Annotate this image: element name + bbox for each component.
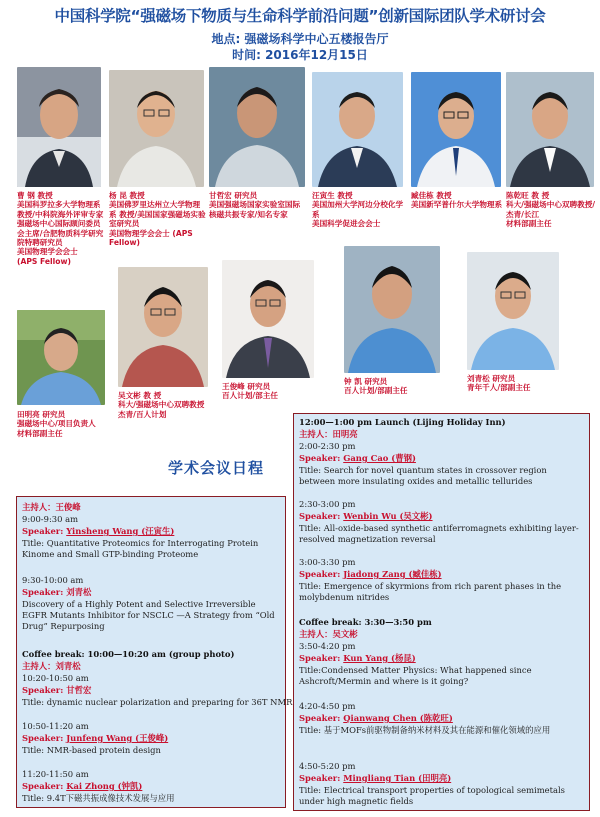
- talk-speaker: Speaker: 甘哲宏: [22, 685, 92, 695]
- talk-speaker: Speaker: Wenbin Wu (吴文彬): [299, 511, 433, 521]
- talk-time: 2:30-3:00 pm: [299, 499, 356, 509]
- talk-title: Title: Emergence of skyrmions from rich parent phases in the molybdenum nitrides: [299, 581, 562, 602]
- person-caption: 甘哲宏 研究员 美国强磁场国家实验室国际核磁共振专家/知名专家: [209, 191, 301, 219]
- person-caption: 吴文彬 教 授 科大/强磁场中心双聘教授 杰青/百人计划: [118, 391, 205, 419]
- session-chair: 主持人：田明亮: [299, 429, 358, 439]
- portrait-photo: [312, 72, 403, 187]
- talk-speaker: Speaker: Yinsheng Wang (汪寅生): [22, 526, 175, 536]
- person-caption: 王俊峰 研究员 百人计划/部主任: [222, 382, 278, 401]
- talk-title: Title: Search for novel quantum states in crossover region between more insulating oxides and metallic tellurides: [299, 465, 547, 486]
- portrait-photo: [109, 70, 204, 187]
- talk-time: 4:20-4:50 pm: [299, 701, 356, 711]
- morning-schedule-box: [16, 496, 293, 808]
- talk-speaker: Speaker: Kun Yang (杨昆): [299, 653, 416, 663]
- session-chair: 主持人：刘青松: [22, 661, 81, 671]
- time-line: 时间: 2016年12月15日: [232, 48, 368, 62]
- afternoon-schedule-box: [293, 413, 590, 811]
- talk-time: 3:00-3:30 pm: [299, 557, 356, 567]
- talk-speaker: Speaker: 刘青松: [22, 587, 92, 597]
- talk-time: 9:30-10:00 am: [22, 575, 84, 585]
- session-chair: 主持人：吴文彬: [299, 629, 358, 639]
- person-caption: 钟 凯 研究员 百人计划/部副主任: [344, 377, 408, 396]
- coffee-break: Coffee break: 3:30—3:50 pm: [299, 617, 432, 627]
- talk-time: 3:50-4:20 pm: [299, 641, 356, 651]
- talk-time: 10:20-10:50 am: [22, 673, 89, 683]
- talk-speaker: Speaker: Gang Cao (曹钢): [299, 453, 416, 463]
- talk-title: Title: All-oxide-based synthetic antiferromagnets exhibiting layer-resolved magnetization reversal: [299, 523, 579, 544]
- person-caption: 陈乾旺 教 授 科大/强磁场中心双聘教授/杰青/长江 材料部副主任: [506, 191, 596, 229]
- talk-title: Title: NMR-based protein design: [22, 745, 161, 755]
- schedule-title: 学术会议日程: [168, 459, 265, 477]
- lunch-break: 12:00—1:00 pm Launch (Lijing Holiday Inn): [299, 417, 506, 427]
- talk-speaker: Speaker: Qianwang Chen (陈乾旺): [299, 713, 453, 723]
- talk-time: 2:00-2:30 pm: [299, 441, 356, 451]
- talk-speaker: Speaker: Kai Zhong (钟凯): [22, 781, 143, 791]
- session-chair: 主持人：王俊峰: [22, 502, 81, 512]
- portrait-photo: [344, 246, 440, 373]
- portrait-photo: [411, 72, 501, 187]
- portrait-photo: [17, 310, 105, 405]
- person-caption: 田明亮 研究员 强磁场中心/项目负责人 材料部副主任: [17, 410, 96, 438]
- portrait-photo: [118, 267, 208, 387]
- person-caption: 曹 钢 教授 美国科罗拉多大学物理系 教授/中科院海外评审专家 强磁场中心国际顾问委员会主席/合肥物质科学研究院特聘研究员 美国物理学会会士 (APS Fellow): [17, 191, 104, 266]
- talk-title: Title: 9.4T下磁共振成像技术发展与应用: [22, 793, 175, 803]
- portrait-photo: [222, 260, 314, 378]
- portrait-photo: [209, 67, 305, 187]
- talk-title: Title: dynamic nuclear polarization and preparing for 36T NMR: [22, 697, 293, 707]
- talk-title: Title: Electrical transport properties of topological semimetals under high magnetic fields: [299, 785, 565, 806]
- portrait-photo: [467, 252, 559, 370]
- person-caption: 刘青松 研究员 青年千人/部副主任: [467, 374, 531, 393]
- talk-time: 11:20-11:50 am: [22, 769, 89, 779]
- portrait-photo: [17, 67, 101, 187]
- talk-title: Title: 基于MOFs前驱物制备纳米材料及其在能源和催化领域的应用: [299, 725, 551, 735]
- talk-time: 4:50-5:20 pm: [299, 761, 356, 771]
- poster-title: 中国科学院“强磁场下物质与生命科学前沿问题”创新国际团队学术研讨会: [54, 7, 546, 25]
- coffee-break: Coffee break: 10:00—10:20 am (group photo): [22, 649, 235, 659]
- portrait-photo: [506, 72, 594, 187]
- talk-speaker: Speaker: Jiadong Zang (臧佳栋): [299, 569, 442, 579]
- person-caption: 臧佳栋 教授 美国新罕普什尔大学物理系: [411, 191, 503, 210]
- talk-speaker: Speaker: Mingliang Tian (田明亮): [299, 773, 452, 783]
- talk-title: Discovery of a Highly Potent and Selective Irreversible EGFR Mutants Inhibitor for NSCLC —A Strategy from “Old Drug” Repurposing: [22, 599, 275, 631]
- talk-time: 9:00-9:30 am: [22, 514, 79, 524]
- talk-title: Title:Condensed Matter Physics: What happened since Ashcroft/Mermin and where is it going?: [299, 665, 532, 686]
- person-caption: 汪寅生 教授 美国加州大学河边分校化学系 美国科学促进会会士: [312, 191, 404, 229]
- talk-time: 10:50-11:20 am: [22, 721, 89, 731]
- venue-line: 地点: 强磁场科学中心五楼报告厅: [211, 32, 389, 46]
- talk-speaker: Speaker: Junfeng Wang (王俊峰): [22, 733, 169, 743]
- person-caption: 杨 昆 教授 美国佛罗里达州立大学物理系 教授/美国国家强磁场实验室研究员 美国物理学会会士 (APS Fellow): [109, 191, 206, 248]
- talk-title: Title: Quantitative Proteomics for Interrogating Protein Kinome and Small GTP-binding Proteome: [22, 538, 259, 559]
